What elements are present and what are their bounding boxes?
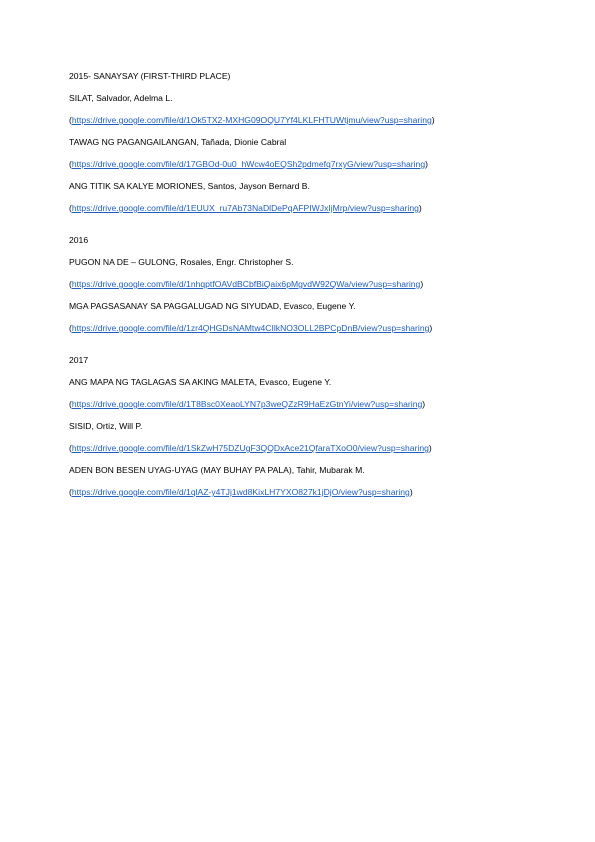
entry-title: ADEN BON BESEN UYAG-UYAG (MAY BUHAY PA PALA), Tahir, Mubarak M. bbox=[69, 465, 365, 475]
entry-title: MGA PAGSASANAY SA PAGGALUGAD NG SIYUDAD, Evasco, Eugene Y. bbox=[69, 301, 356, 311]
section-2017 bbox=[69, 349, 569, 503]
section-2016 bbox=[69, 229, 569, 339]
entry-link-line: (https://drive.google.com/file/d/1Ok5TX2-MXHG09OQU7Yf4LKLFHTUWtjmu/view?usp=sharing) bbox=[69, 115, 435, 125]
document-content bbox=[69, 65, 569, 513]
entry-link-line: (https://drive.google.com/file/d/1T8Bsc0XeaoLYN7p3weQZzR9HaEzGtnYi/view?usp=sharing) bbox=[69, 399, 426, 409]
entry-title: ANG TITIK SA KALYE MORIONES, Santos, Jayson Bernard B. bbox=[69, 181, 310, 191]
entry-title: ANG MAPA NG TAGLAGAS SA AKING MALETA, Evasco, Eugene Y. bbox=[69, 377, 332, 387]
entry-link-line: (https://drive.google.com/file/d/1EUUX_ru7Ab73NaDlDePqAFPIWJxIjMrp/view?usp=sharing) bbox=[69, 203, 422, 213]
entry-link[interactable]: https://drive.google.com/file/d/1qlAZ-y4TJj1wd8KixLH7YXO827k1jDjO/view?usp=sharing bbox=[71, 487, 410, 497]
entry-link-line: (https://drive.google.com/file/d/17GBOd-0u0_hWcw4oEQSh2pdmefq7rxyG/view?usp=sharing) bbox=[69, 159, 428, 169]
section-heading: 2017 bbox=[69, 355, 89, 365]
entry-link[interactable]: https://drive.google.com/file/d/1zr4QHGDsNAMtw4CIlkNO3OLL2BPCpDnB/view?usp=sharing bbox=[71, 323, 430, 333]
entry-link[interactable]: https://drive.google.com/file/d/1Ok5TX2-MXHG09OQU7Yf4LKLFHTUWtjmu/view?usp=sharing bbox=[71, 115, 432, 125]
entry-link[interactable]: https://drive.google.com/file/d/1SkZwH75DZUgF3QQDxAce21QfaraTXoO0/view?usp=sharing bbox=[71, 443, 429, 453]
entry-link[interactable]: https://drive.google.com/file/d/1nhqptfOAVdBCbfBiQaix6pMgvdW92QWa/view?usp=sharing bbox=[71, 279, 421, 289]
entry-link-line: (https://drive.google.com/file/d/1SkZwH75DZUgF3QQDxAce21QfaraTXoO0/view?usp=sharing) bbox=[69, 443, 432, 453]
section-2015 bbox=[69, 65, 569, 219]
section-heading: 2015- SANAYSAY (FIRST-THIRD PLACE) bbox=[69, 71, 231, 81]
entry-link-line: (https://drive.google.com/file/d/1nhqptfOAVdBCbfBiQaix6pMgvdW92QWa/view?usp=sharing) bbox=[69, 279, 424, 289]
entry-link-line: (https://drive.google.com/file/d/1zr4QHGDsNAMtw4CIlkNO3OLL2BPCpDnB/view?usp=sharing) bbox=[69, 323, 433, 333]
entry-link[interactable]: https://drive.google.com/file/d/1EUUX_ru7Ab73NaDlDePqAFPIWJxIjMrp/view?usp=sharing bbox=[71, 203, 419, 213]
entry-title: TAWAG NG PAGANGAILANGAN, Tañada, Dionie Cabral bbox=[69, 137, 287, 147]
entry-link-line: (https://drive.google.com/file/d/1qlAZ-y4TJj1wd8KixLH7YXO827k1jDjO/view?usp=sharing) bbox=[69, 487, 413, 497]
entry-link[interactable]: https://drive.google.com/file/d/1T8Bsc0XeaoLYN7p3weQZzR9HaEzGtnYi/view?usp=sharing bbox=[71, 399, 423, 409]
entry-title: SILAT, Salvador, Adelma L. bbox=[69, 93, 173, 103]
section-heading: 2016 bbox=[69, 235, 89, 245]
entry-title: PUGON NA DE – GULONG, Rosales, Engr. Christopher S. bbox=[69, 257, 294, 267]
entry-link[interactable]: https://drive.google.com/file/d/17GBOd-0u0_hWcw4oEQSh2pdmefq7rxyG/view?usp=sharing bbox=[71, 159, 426, 169]
entry-title: SISID, Ortiz, Will P. bbox=[69, 421, 143, 431]
